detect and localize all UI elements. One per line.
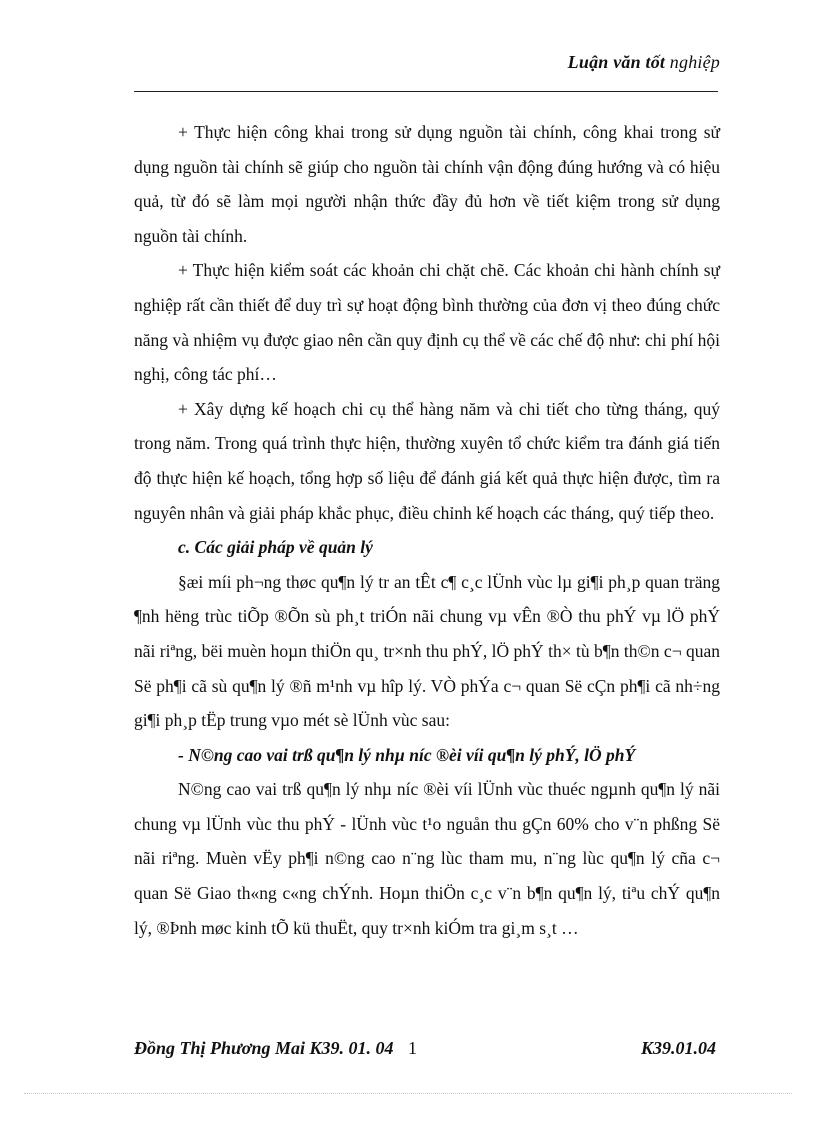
section-heading-management: c. Các giải pháp về quản lý (178, 537, 373, 558)
page-bottom-border (24, 1093, 792, 1094)
running-header (568, 52, 720, 73)
footer-author: Đồng Thị Phương Mai K39. 01. 04 (134, 1038, 394, 1058)
body-paragraph-4: §æi míi ph¬ng thøc qu¶n lý tr an tÊt c¶ c¸c lÜnh vùc lµ gi¶i ph¸p quan träng ¶nh hëng trùc tiÕp ®Õn sù ph¸t triÓn nãi chung vµ vÊn ®Ò thu phÝ vµ lÖ phÝ nãi riªng, bëi muèn hoµn thiÖn qu¸ tr×nh thu phÝ, lÖ phÝ th× tù b¶n th©n c¬ quan Së ph¶i cã sù qu¶n lý ®ñ m¹nh vµ hîp lý. VÒ phÝa c¬ quan Së cÇn ph¶i cã nh÷ng gi¶i ph¸p tËp trung vµo mét sè lÜnh vùc sau: (134, 571, 720, 731)
subsection-heading-state-management: - N©ng cao vai trß qu¶n lý nhµ níc ®èi víi qu¶n lý phÝ, lÖ phÝ (178, 744, 636, 765)
footer-class-code: K39.01.04 (640, 1038, 716, 1058)
header-divider (134, 91, 718, 92)
header-title-normal: nghiệp (669, 52, 720, 72)
page-number: 1 (408, 1038, 417, 1058)
header-title-bold: Luận văn tốt (567, 52, 666, 72)
body-paragraph-5: N©ng cao vai trß qu¶n lý nhµ níc ®èi víi lÜnh vùc thuéc ngµnh qu¶n lý nãi chung vµ lÜnh vùc thu phÝ - lÜnh vùc t¹o nguån thu gÇn 60% cho v¨n phßng Së nãi riªng. Muèn vËy ph¶i n©ng cao n¨ng lùc tham mu, n¨ng lùc qu¶n lý cña c¬ quan Së Giao th«ng c«ng chÝnh. Hoµn thiÖn c¸c v¨n b¶n qu¶n lý, tiªu chÝ qu¶n lý, ®Þnh møc kinh tÕ kü thuËt, quy tr×nh kiÓm tra gi¸m s¸t … (134, 779, 720, 938)
body-paragraph-2: + Thực hiện kiểm soát các khoản chi chặt chẽ. Các khoản chi hành chính sự nghiệp rất cần thiết để duy trì sự hoạt động bình thường của đơn vị theo đúng chức năng và nhiệm vụ được giao nên cần quy định cụ thể về các chế độ như: chi phí hội nghị, công tác phí… (134, 260, 720, 385)
body-paragraph-3: + Xây dựng kế hoạch chi cụ thể hàng năm và chi tiết cho từng tháng, quý trong năm. Trong quá trình thực hiện, thường xuyên tổ chức kiểm tra đánh giá tiến độ thực hiện kế hoạch, tổng hợp số liệu để đánh giá kết quả thực hiện được, tìm ra nguyên nhân và giải pháp khắc phục, điều chỉnh kế hoạch các tháng, quý tiếp theo. (134, 398, 720, 523)
body-paragraph-1: + Thực hiện công khai trong sử dụng nguồn tài chính, công khai trong sử dụng nguồn tài chính sẽ giúp cho nguồn tài chính vận động đúng hướng và có hiệu quả, từ đó sẽ làm mọi người nhận thức đầy đủ hơn về tiết kiệm trong sử dụng nguồn tài chính. (134, 122, 720, 246)
footer-author-block (134, 1038, 417, 1059)
document-body (134, 115, 720, 945)
